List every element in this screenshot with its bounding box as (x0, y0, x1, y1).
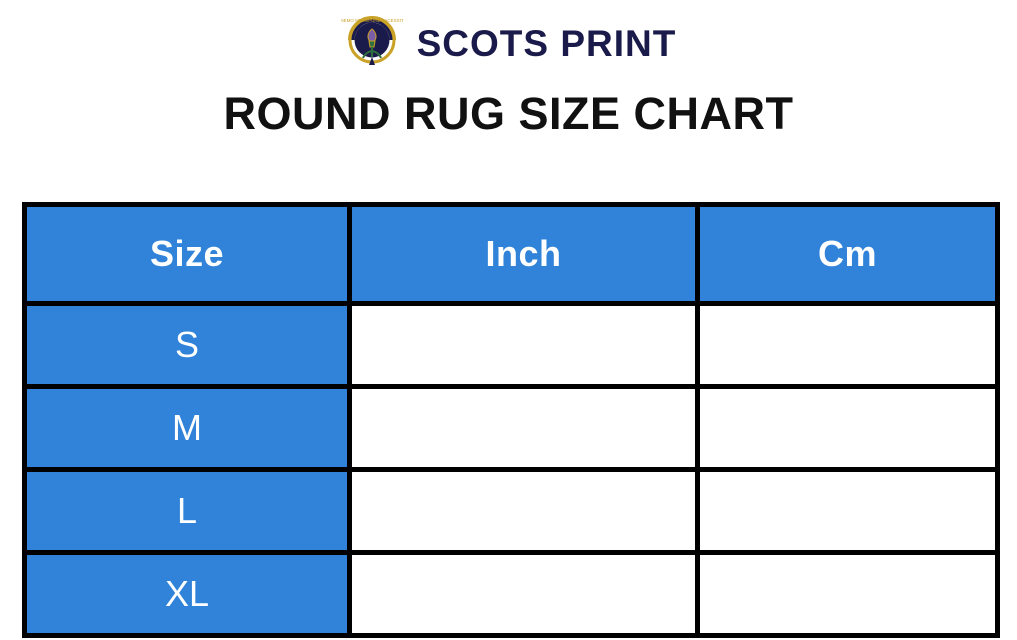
column-header-size: Size (25, 205, 350, 304)
brand-name: SCOTS PRINT (416, 23, 677, 64)
cell-size: S (25, 304, 350, 387)
page-title: ROUND RUG SIZE CHART (223, 88, 794, 139)
cell-inch: 47 (350, 553, 698, 636)
cell-cm: 120 (698, 553, 998, 636)
cell-inch: 39 (350, 470, 698, 553)
column-header-inch: Inch (350, 205, 698, 304)
cell-cm: 80 (698, 387, 998, 470)
size-chart-table (22, 202, 1000, 638)
brand-header (0, 0, 1017, 72)
cell-size: M (25, 387, 350, 470)
cell-inch: 24 (350, 304, 698, 387)
column-header-cm: Cm (698, 205, 998, 304)
table-row (25, 553, 998, 636)
svg-text:NEMO ME IMPUNE LACESSIT: NEMO ME IMPUNE LACESSIT (340, 18, 403, 23)
cell-cm: 100 (698, 470, 998, 553)
table-row (25, 304, 998, 387)
table-row (25, 470, 998, 553)
table-header-row (25, 205, 998, 304)
size-chart-table-wrapper (22, 202, 995, 638)
table-row (25, 387, 998, 470)
cell-inch: 31 (350, 387, 698, 470)
cell-size: L (25, 470, 350, 553)
thistle-crest-icon (341, 13, 403, 75)
cell-cm: 60 (698, 304, 998, 387)
cell-size: XL (25, 553, 350, 636)
